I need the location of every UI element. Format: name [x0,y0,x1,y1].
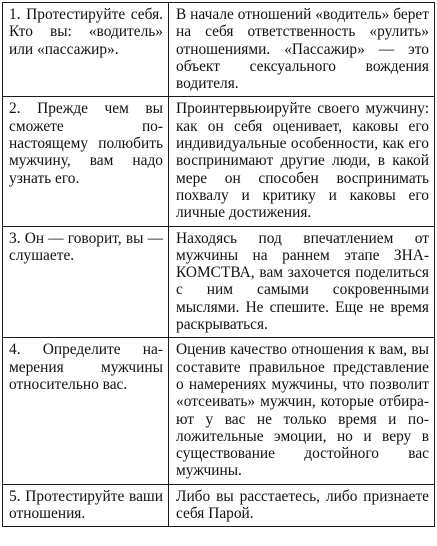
step-cell [3,484,169,527]
step-text: 4. Определите намерения мужчины относительно вас. [9,341,163,393]
table-row [3,226,435,338]
description-cell [169,3,435,97]
description-text: Проинтервьюируйте своего мужчину: как он себя оценивает, каковы его индивидуальные особенности, как его воспринимают другие люди, в какой мере он способен воспринимать похвалу и критику и каковы его личные достижения. [176,100,429,222]
description-text: Оценив качество отношения к вам, вы составите правильное представление о намерениях мужчины, что позволит «отсеивать» мужчин, которые отбирают у вас не только время и положительные эмоции, но и веру в существование достойного вас мужчины. [176,341,429,480]
step-cell [3,3,169,97]
description-cell [169,338,435,484]
description-text: Находясь под впечатлением от мужчины на раннем этапе ЗНАКОМСТВА, вам захочется поделиться с ним самыми сокровенными мыслями. Не спешите. Еще не время раскрываться. [176,229,429,334]
table-row [3,3,435,97]
description-text: В начале отношений «водитель» берет на себя ответственность «рулить» отношениями. «Пассажир» — это объект сексуального вождения водителя. [176,6,429,93]
step-cell [3,338,169,484]
step-cell [3,226,169,338]
step-cell [3,97,169,226]
table-row [3,484,435,527]
description-cell [169,226,435,338]
step-text: 5. Протестируйте ваши отношения. [9,487,163,523]
table-row [3,97,435,226]
table-row [3,338,435,484]
description-cell [169,97,435,226]
step-text: 1. Протестируйте себя. Кто вы: «водитель» или «пассажир». [9,6,163,58]
description-text: Либо вы расстаетесь, либо признаете себя Парой. [176,487,429,523]
relationship-steps-table [2,2,435,527]
step-text: 2. Прежде чем вы сможете по-настоящему полюбить мужчину, вам надо узнать его. [9,100,163,187]
step-text: 3. Он — говорит, вы — слушаете. [9,229,163,264]
description-cell [169,484,435,527]
